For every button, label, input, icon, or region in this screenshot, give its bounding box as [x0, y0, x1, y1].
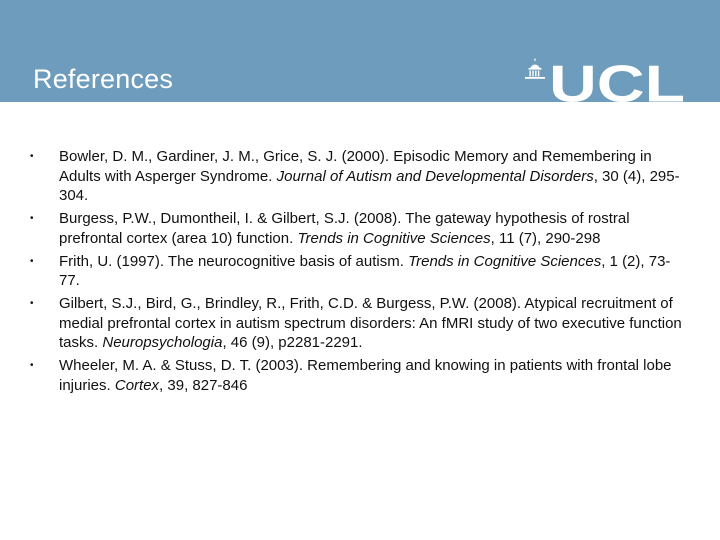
bullet-icon: •	[30, 255, 34, 267]
reference-item: • Gilbert, S.J., Bird, G., Brindley, R., Frith, C.D. & Burgess, P.W. (2008). Atypical recruitment of medial prefrontal cortex in autism spectrum disorders: An fMRI study of two executive function tasks. Neuropsychologia, 46 (9), p2281-2291.	[30, 295, 682, 351]
header-bar	[0, 0, 720, 102]
reference-item: • Frith, U. (1997). The neurocognitive basis of autism. Trends in Cognitive Sciences, 1 (2), 73-77.	[30, 252, 671, 289]
ucl-logo	[521, 58, 686, 102]
reference-item: • Bowler, D. M., Gardiner, J. M., Grice, S. J. (2000). Episodic Memory and Remembering in Adults with Asperger Syndrome. Journal of Autism and Developmental Disorders, 30 (4), 295-304.	[30, 148, 680, 204]
bullet-icon: •	[30, 151, 34, 162]
reference-item: • Wheeler, M. A. & Stuss, D. T. (2003). Remembering and knowing in patients with frontal lobe injuries. Cortex, 39, 827-846	[30, 357, 672, 394]
bullet-icon: •	[30, 213, 34, 224]
bullet-icon: •	[30, 360, 34, 371]
bullet-icon: •	[30, 298, 34, 309]
reference-list	[30, 147, 690, 399]
logo-wordmark: UCL	[549, 58, 685, 102]
ucl-portico-icon	[525, 58, 545, 79]
page-title: References	[33, 64, 174, 94]
reference-item: • Burgess, P.W., Dumontheil, I. & Gilbert, S.J. (2008). The gateway hypothesis of rostral prefrontal cortex (area 10) function. Trends in Cognitive Sciences, 11 (7), 290-298	[30, 210, 630, 247]
